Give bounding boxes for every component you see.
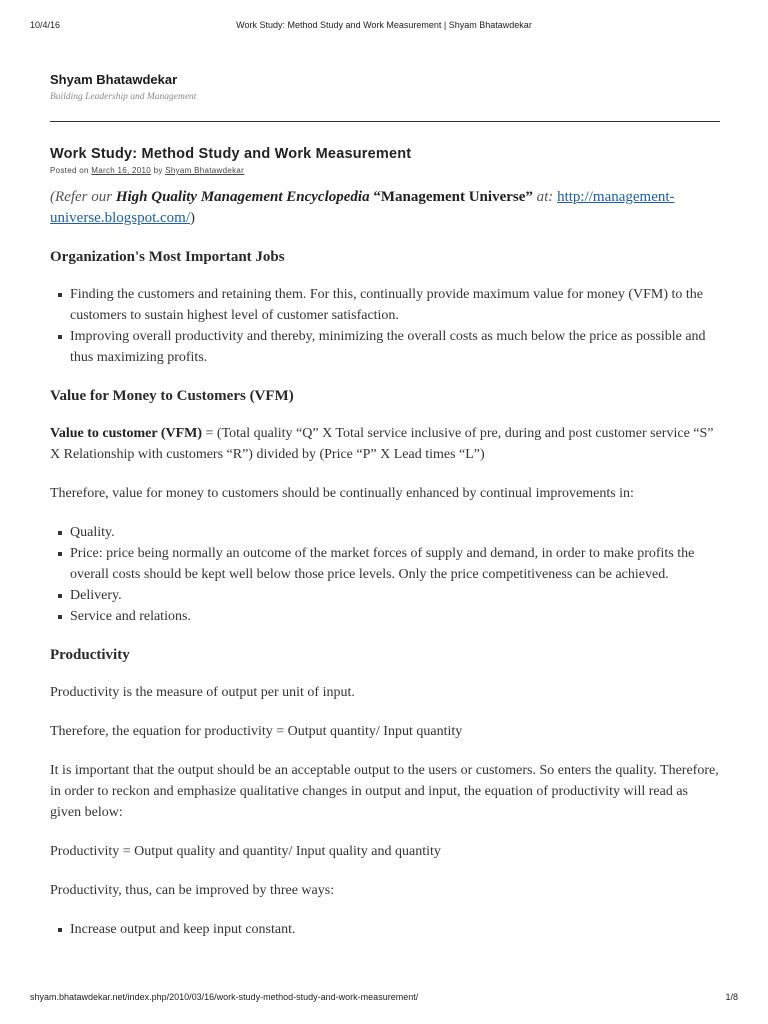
post-date-link[interactable]: March 16, 2010 <box>91 166 152 175</box>
print-page-number: 1/8 <box>725 992 738 1002</box>
list-item: Finding the customers and retaining them. For this, continually provide maximum value for money (VFM) to the customers to sustain highest level of customer satisfaction. <box>70 284 720 326</box>
site-tagline: Building Leadership and Management <box>50 92 197 102</box>
encyclopedia-name: High Quality Management Encyclopedia <box>115 189 370 205</box>
list-item: Quality. <box>70 522 720 543</box>
vfm-label: Value to customer (VFM) <box>50 426 203 441</box>
section-heading-vfm: Value for Money to Customers (VFM) <box>50 388 294 404</box>
intro-at: at: <box>532 189 554 205</box>
productivity-p3: It is important that the output should be an acceptable output to the users or customers. So enters the quality. Therefore, in order to reckon and emphasize qualitative changes in output and input, the equation of productivity will read as given below: <box>50 763 719 820</box>
list-item: Improving overall productivity and thereby, minimizing the overall costs as much below the price as possible and thus maximizing profits. <box>70 326 720 368</box>
intro-close: ) <box>189 210 195 226</box>
print-date: 10/4/16 <box>30 20 61 30</box>
print-footer <box>30 992 738 1004</box>
productivity-p1: Productivity is the measure of output per unit of input. <box>50 685 355 700</box>
post-meta <box>50 166 720 175</box>
intro-open: (Refer our <box>50 189 116 205</box>
print-url: shyam.bhatawdekar.net/index.php/2010/03/16/work-study-method-study-and-work-measurement/ <box>30 992 419 1002</box>
list-item: Service and relations. <box>70 606 720 627</box>
posted-on-label: Posted on <box>50 166 89 175</box>
vfm-therefore: Therefore, value for money to customers should be continually enhanced by continual improvements in: <box>50 486 634 501</box>
section-heading-important-jobs: Organization's Most Important Jobs <box>50 249 285 265</box>
article <box>50 146 720 958</box>
article-title: Work Study: Method Study and Work Measurement <box>50 146 412 162</box>
productivity-p5: Productivity, thus, can be improved by three ways: <box>50 883 335 898</box>
section-heading-productivity: Productivity <box>50 647 130 663</box>
vfm-definition <box>50 423 720 465</box>
print-page-title: Work Study: Method Study and Work Measurement | Shyam Bhatawdekar <box>236 20 532 30</box>
list-item: Price: price being normally an outcome of the market forces of supply and demand, in order to make profits the overall costs should be kept well below those price levels. Only the price competitiveness can be achieved. <box>70 543 720 585</box>
productivity-ways-list <box>50 919 720 940</box>
intro-paragraph <box>50 187 720 229</box>
site-title[interactable]: Shyam Bhatawdekar <box>50 72 178 87</box>
productivity-p4: Productivity = Output quality and quantity/ Input quality and quantity <box>50 844 441 859</box>
header-divider <box>50 121 720 122</box>
article-body <box>50 187 720 940</box>
important-jobs-list <box>50 284 720 368</box>
vfm-formula: = (Total quality “Q” X Total service inclusive of pre, during and post customer service “S” X Relationship with customers “R”) divided by (Price “P” X Lead times “L”) <box>50 426 714 462</box>
author-link[interactable]: Shyam Bhatawdekar <box>165 166 245 175</box>
vfm-improvements-list <box>50 522 720 627</box>
encyclopedia-quoted: “Management Universe” <box>369 189 533 205</box>
print-header <box>30 20 738 32</box>
list-item: Increase output and keep input constant. <box>70 919 720 940</box>
by-label: by <box>153 166 163 175</box>
encyclopedia-link[interactable]: http://management-universe.blogspot.com/ <box>50 189 675 226</box>
list-item: Delivery. <box>70 585 720 606</box>
productivity-p2: Therefore, the equation for productivity = Output quantity/ Input quantity <box>50 724 463 739</box>
